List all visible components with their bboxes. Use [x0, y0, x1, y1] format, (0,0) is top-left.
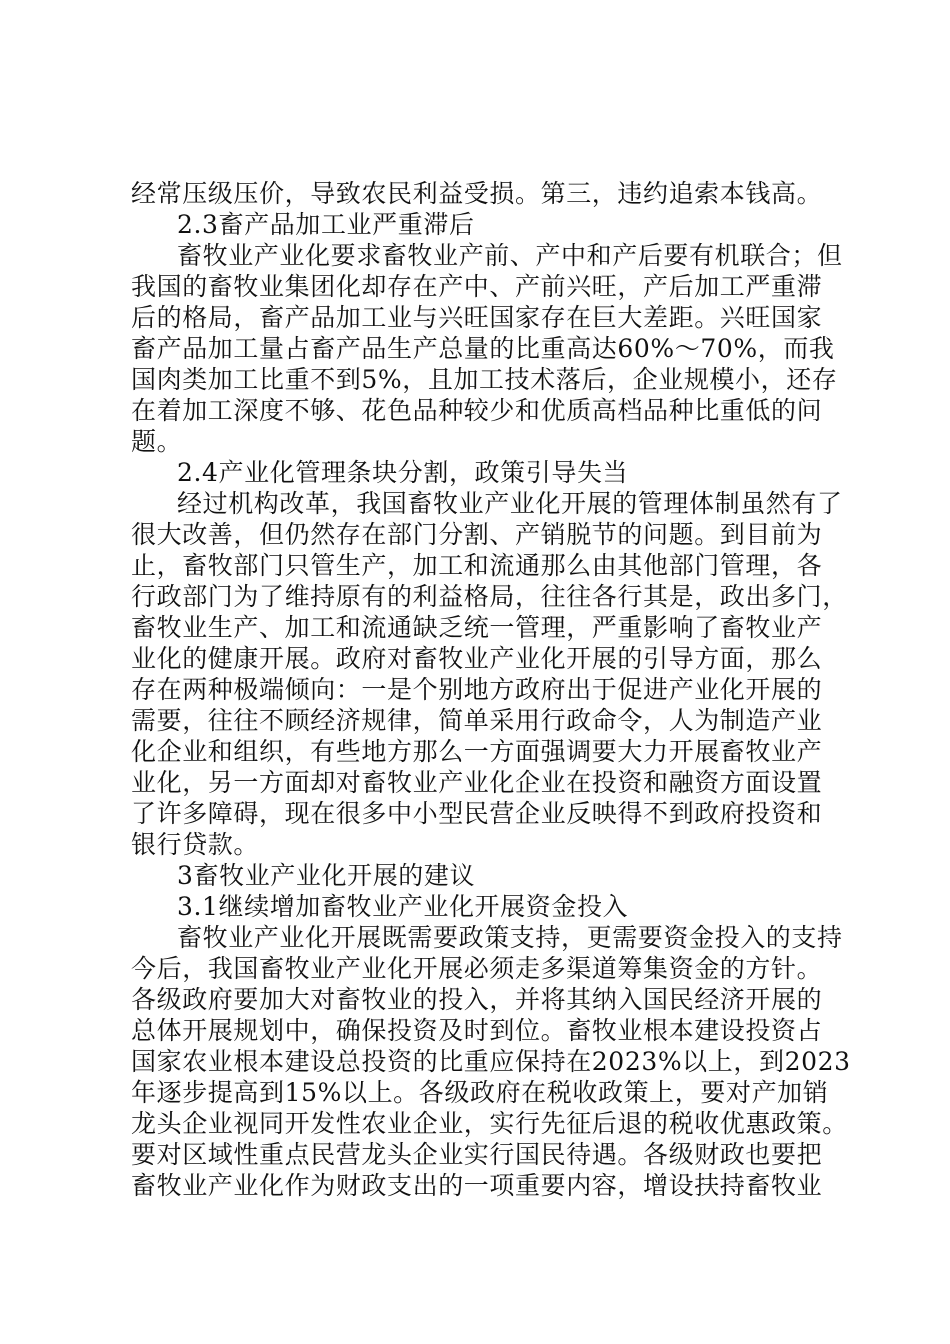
- text-line: 我国的畜牧业集团化却存在产中、产前兴旺，产后加工严重滞: [131, 272, 823, 301]
- text-line: 经常压级压价，导致农民利益受损。第三，违约追索本钱高。: [131, 179, 823, 208]
- text-line: 要对区域性重点民营龙头企业实行国民待遇。各级财政也要把: [131, 1140, 823, 1169]
- text-line: 各级政府要加大对畜牧业的投入，并将其纳入国民经济开展的: [131, 985, 823, 1014]
- text-line: 畜牧业产业化作为财政支出的一项重要内容，增设扶持畜牧业: [131, 1171, 823, 1200]
- text-line: 畜牧业生产、加工和流通缺乏统一管理，严重影响了畜牧业产: [131, 613, 823, 642]
- text-line: 畜牧业产业化开展既需要政策支持，更需要资金投入的支持: [177, 923, 843, 952]
- text-line: 止，畜牧部门只管生产，加工和流通那么由其他部门管理，各: [131, 551, 823, 580]
- section-heading: 3畜牧业产业化开展的建议: [177, 861, 476, 890]
- text-line: 存在两种极端倾向：一是个别地方政府出于促进产业化开展的: [131, 675, 823, 704]
- text-line: 畜牧业产业化要求畜牧业产前、产中和产后要有机联合；但: [177, 241, 843, 270]
- section-heading: 2.3畜产品加工业严重滞后: [177, 210, 475, 239]
- section-heading: 2.4产业化管理条块分割，政策引导失当: [177, 458, 629, 487]
- text-line: 很大改善，但仍然存在部门分割、产销脱节的问题。到目前为: [131, 520, 823, 549]
- text-line: 行政部门为了维持原有的利益格局，往往各行其是，政出多门，: [131, 582, 848, 611]
- text-line: 需要，往往不顾经济规律，简单采用行政命令，人为制造产业: [131, 706, 823, 735]
- text-line: 后的格局，畜产品加工业与兴旺国家存在巨大差距。兴旺国家: [131, 303, 823, 332]
- section-heading: 3.1继续增加畜牧业产业化开展资金投入: [177, 892, 629, 921]
- text-line: 银行贷款。: [131, 830, 260, 859]
- text-line: 经过机构改革，我国畜牧业产业化开展的管理体制虽然有了: [177, 489, 843, 518]
- text-line: 龙头企业视同开发性农业企业，实行先征后退的税收优惠政策。: [131, 1109, 848, 1138]
- text-line: 国家农业根本建设总投资的比重应保持在2023%以上，到2023: [131, 1047, 851, 1076]
- text-line: 在着加工深度不够、花色品种较少和优质高档品种比重低的问: [131, 396, 823, 425]
- text-line: 题。: [131, 427, 183, 456]
- text-line: 年逐步提高到15%以上。各级政府在税收政策上，要对产加销: [131, 1078, 829, 1107]
- text-line: 了许多障碍，现在很多中小型民营企业反映得不到政府投资和: [131, 799, 823, 828]
- text-line: 业化，另一方面却对畜牧业产业化企业在投资和融资方面设置: [131, 768, 823, 797]
- text-line: 业化的健康开展。政府对畜牧业产业化开展的引导方面，那么: [131, 644, 823, 673]
- text-line: 化企业和组织，有些地方那么一方面强调要大力开展畜牧业产: [131, 737, 823, 766]
- text-line: 总体开展规划中，确保投资及时到位。畜牧业根本建设投资占: [131, 1016, 823, 1045]
- text-line: 畜产品加工量占畜产品生产总量的比重高达60%～70%，而我: [131, 334, 835, 363]
- text-line: 国肉类加工比重不到5%，且加工技术落后，企业规模小，还存: [131, 365, 838, 394]
- text-line: 今后，我国畜牧业产业化开展必须走多渠道筹集资金的方针。: [131, 954, 823, 983]
